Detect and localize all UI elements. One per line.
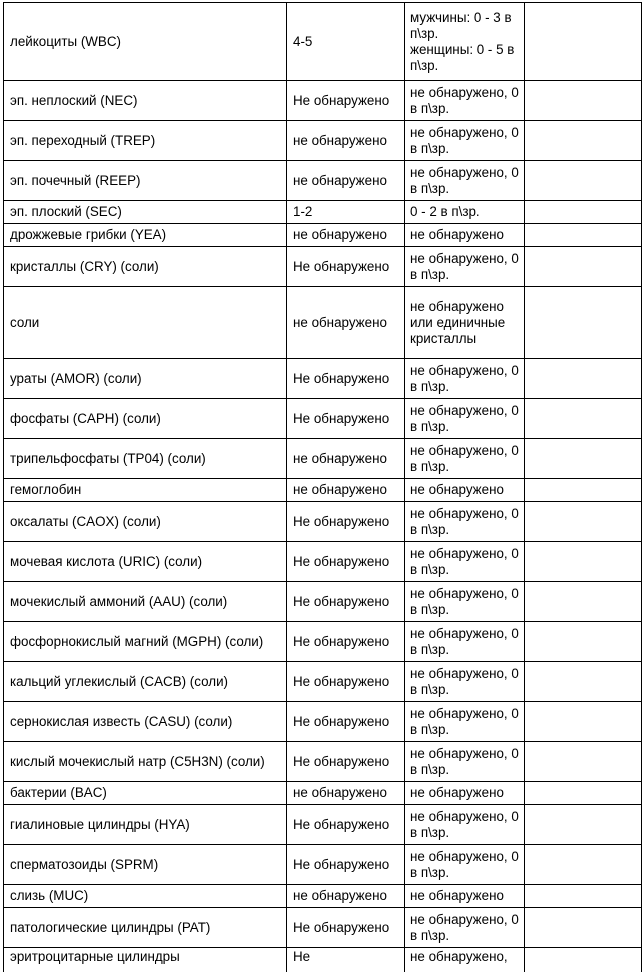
result-value-cell: Не обнаружено [287,81,405,121]
table-row [4,287,642,359]
result-value-cell: не обнаружено [287,121,405,161]
analyte-name-cell: ураты (AMOR) (соли) [4,359,287,399]
table-row [4,479,642,502]
result-value-cell: Не обнаружено [287,662,405,702]
analyte-name-cell: соли [4,287,287,359]
table-row [4,885,642,908]
empty-cell [525,845,642,885]
analyte-name-cell: лейкоциты (WBC) [4,3,287,81]
analyte-name-cell: трипельфосфаты (TP04) (соли) [4,439,287,479]
result-value-cell: Не обнаружено [287,845,405,885]
reference-range-cell: не обнаружено [405,885,525,908]
empty-cell [525,247,642,287]
result-value-cell: Не обнаружено [287,542,405,582]
table-row [4,161,642,201]
table-row [4,81,642,121]
result-value-cell: не обнаружено [287,479,405,502]
result-value-cell: не обнаружено [287,161,405,201]
empty-cell [525,805,642,845]
reference-range-cell: не обнаружено, 0 в п\зр. [405,805,525,845]
empty-cell [525,885,642,908]
reference-range-cell: не обнаружено, 0 в п\зр. [405,662,525,702]
table-row [4,622,642,662]
table-row [4,359,642,399]
analyte-name-cell: мочевая кислота (URIC) (соли) [4,542,287,582]
table-row [4,247,642,287]
reference-range-cell: не обнаружено, 0 в п\зр. [405,247,525,287]
table-row [4,582,642,622]
reference-range-cell: не обнаружено или единичные кристаллы [405,287,525,359]
result-value-cell: не обнаружено [287,885,405,908]
empty-cell [525,502,642,542]
reference-range-cell: не обнаружено, 0 в п\зр. [405,81,525,121]
result-value-cell: Не обнаружено [287,582,405,622]
empty-cell [525,359,642,399]
table-row [4,502,642,542]
result-value-cell: не обнаружено [287,224,405,247]
analyte-name-cell: сернокислая известь (CASU) (соли) [4,702,287,742]
reference-range-cell: не обнаружено, 0 в п\зр. [405,399,525,439]
empty-cell [525,479,642,502]
analyte-name-cell: кальций углекислый (CACB) (соли) [4,662,287,702]
result-value-cell: Не обнаружено [287,502,405,542]
table-row [4,662,642,702]
empty-cell [525,662,642,702]
empty-cell [525,542,642,582]
result-value-cell: Не обнаружено [287,702,405,742]
reference-range-cell: 0 - 2 в п\зр. [405,201,525,224]
result-value-cell: Не [287,948,405,972]
reference-range-cell: не обнаружено, 0 в п\зр. [405,542,525,582]
reference-range-cell: не обнаружено, 0 в п\зр. [405,439,525,479]
table-row [4,948,642,972]
reference-range-cell: не обнаружено, 0 в п\зр. [405,161,525,201]
analyte-name-cell: сперматозоиды (SPRM) [4,845,287,885]
empty-cell [525,121,642,161]
empty-cell [525,582,642,622]
reference-range-cell: не обнаружено [405,224,525,247]
analyte-name-cell: гемоглобин [4,479,287,502]
result-value-cell: не обнаружено [287,439,405,479]
result-value-cell: Не обнаружено [287,908,405,948]
table-row [4,782,642,805]
reference-range-cell: не обнаружено, 0 в п\зр. [405,622,525,662]
empty-cell [525,161,642,201]
analyte-name-cell: эп. плоский (SEC) [4,201,287,224]
reference-range-cell: не обнаружено, 0 в п\зр. [405,742,525,782]
result-value-cell: Не обнаружено [287,622,405,662]
result-value-cell: не обнаружено [287,287,405,359]
result-value-cell: Не обнаружено [287,742,405,782]
table-row [4,439,642,479]
empty-cell [525,224,642,247]
table-row [4,702,642,742]
empty-cell [525,81,642,121]
empty-cell [525,782,642,805]
empty-cell [525,948,642,972]
analyte-name-cell: мочекислый аммоний (AAU) (соли) [4,582,287,622]
analyte-name-cell: дрожжевые грибки (YEA) [4,224,287,247]
table-row [4,805,642,845]
result-value-cell: Не обнаружено [287,247,405,287]
reference-range-cell: не обнаружено, 0 в п\зр. [405,908,525,948]
table-row [4,121,642,161]
reference-range-cell: не обнаружено [405,479,525,502]
table-row [4,224,642,247]
reference-range-cell: не обнаружено, 0 в п\зр. [405,502,525,542]
table-row [4,399,642,439]
analyte-name-cell: эп. переходный (TREP) [4,121,287,161]
result-value-cell: не обнаружено [287,782,405,805]
table-row [4,742,642,782]
reference-range-cell: не обнаружено, 0 в п\зр. [405,702,525,742]
empty-cell [525,399,642,439]
table-row [4,845,642,885]
reference-range-cell: не обнаружено [405,782,525,805]
result-value-cell: Не обнаружено [287,399,405,439]
analyte-name-cell: оксалаты (CAOX) (соли) [4,502,287,542]
empty-cell [525,742,642,782]
reference-range-cell: не обнаружено, 0 в п\зр. [405,582,525,622]
analyte-name-cell: кислый мочекислый натр (C5H3N) (соли) [4,742,287,782]
reference-range-cell: не обнаружено, 0 в п\зр. [405,359,525,399]
empty-cell [525,3,642,81]
empty-cell [525,622,642,662]
analyte-name-cell: патологические цилиндры (PAT) [4,908,287,948]
empty-cell [525,908,642,948]
result-value-cell: 4-5 [287,3,405,81]
empty-cell [525,287,642,359]
analyte-name-cell: гиалиновые цилиндры (HYA) [4,805,287,845]
analyte-name-cell: фосфаты (CAPH) (соли) [4,399,287,439]
result-value-cell: Не обнаружено [287,359,405,399]
reference-range-cell: не обнаружено, 0 в п\зр. [405,121,525,161]
analyte-name-cell: фосфорнокислый магний (MGPH) (соли) [4,622,287,662]
analyte-name-cell: эп. почечный (REEP) [4,161,287,201]
analyte-name-cell: эритроцитарные цилиндры [4,948,287,972]
analyte-name-cell: слизь (MUC) [4,885,287,908]
table-row [4,201,642,224]
result-value-cell: 1-2 [287,201,405,224]
analyte-name-cell: бактерии (BAC) [4,782,287,805]
analyte-name-cell: кристаллы (CRY) (соли) [4,247,287,287]
urinalysis-results-table [3,2,642,972]
table-row [4,908,642,948]
empty-cell [525,201,642,224]
result-value-cell: Не обнаружено [287,805,405,845]
reference-range-cell: не обнаружено, 0 в п\зр. [405,845,525,885]
reference-range-cell: мужчины: 0 - 3 в п\зр. женщины: 0 - 5 в п\зр. [405,3,525,81]
table-row [4,3,642,81]
table-row [4,542,642,582]
analyte-name-cell: эп. неплоский (NEC) [4,81,287,121]
empty-cell [525,702,642,742]
empty-cell [525,439,642,479]
reference-range-cell: не обнаружено, [405,948,525,972]
